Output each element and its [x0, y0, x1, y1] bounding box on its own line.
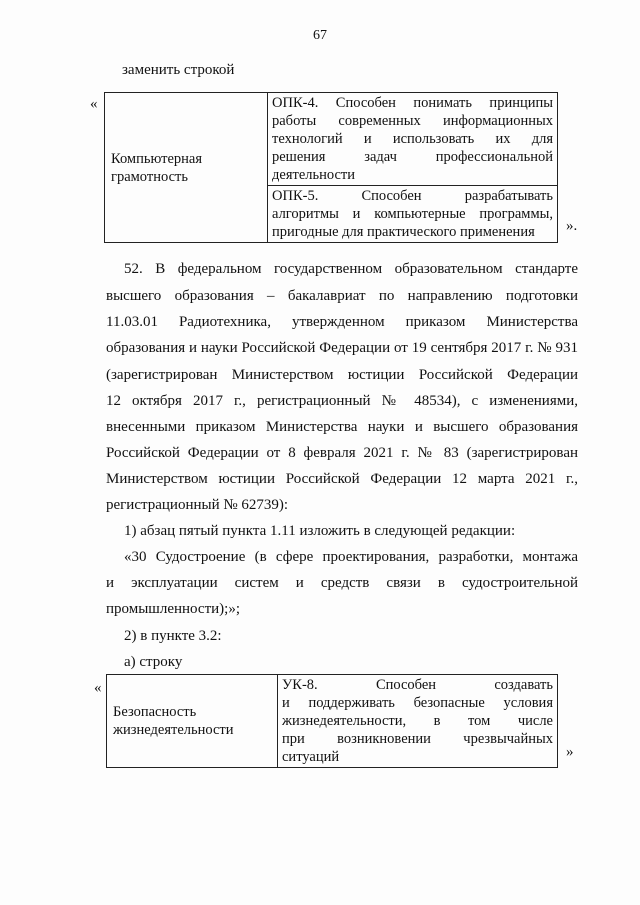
table2-left-cell — [107, 675, 278, 768]
competency-table-2 — [106, 674, 558, 768]
para52-line: образования и науки Российской Федерации от 19 сентября 2017 г. № 931 — [106, 340, 578, 356]
table1-open-quote: « — [90, 96, 98, 112]
uk8-line: жизнедеятельности, в том числе — [282, 713, 553, 729]
para52-line: (зарегистрирован Министерством юстиции Российской Федерации — [106, 367, 578, 383]
intro-text: заменить строкой — [122, 62, 235, 78]
uk8-line: при возникновении чрезвычайных — [282, 731, 553, 747]
opk5-line: пригодные для практического применения — [272, 224, 535, 240]
opk4-line: деятельности — [272, 167, 356, 183]
opk4-line: работы современных информационных — [272, 113, 553, 129]
opk4-cell — [268, 93, 558, 186]
table1-left-cell — [105, 93, 268, 243]
para52-line: Российской Федерации от 8 февраля 2021 г. № 83 (зарегистрирован — [106, 445, 578, 461]
para52-line: 12 октября 2017 г., регистрационный № 48534), с изменениями, — [106, 393, 578, 409]
opk4-line: ОПК-4. Способен понимать принципы — [272, 95, 553, 111]
opk5-line: алгоритмы и компьютерные программы, — [272, 206, 553, 222]
para52-line: Министерством юстиции Российской Федерации 12 марта 2021 г., — [106, 471, 578, 487]
table2-close-quote: » — [566, 744, 574, 760]
para52-line: регистрационный № 62739): — [106, 497, 289, 513]
quote30-line: промышленности);»; — [106, 601, 241, 617]
para52-line: 11.03.01 Радиотехника, утвержденном приказом Министерства — [106, 314, 578, 330]
uk8-line: и поддерживать безопасные условия — [282, 695, 553, 711]
opk5-cell — [268, 186, 558, 243]
uk8-cell — [278, 675, 558, 768]
table1-close-quote: ». — [566, 218, 578, 234]
competency-table-1 — [104, 92, 558, 243]
para52-line: высшего образования – бакалавриат по направлению подготовки — [106, 288, 578, 304]
quote30-line: и эксплуатации систем и средств связи в судостроительной — [106, 575, 578, 591]
opk5-line: ОПК-5. Способен разрабатывать — [272, 188, 553, 204]
table1-left-line: Компьютерная — [111, 150, 203, 167]
opk4-line: технологий и использовать их для — [272, 131, 553, 147]
uk8-line: ситуаций — [282, 749, 340, 765]
table2-open-quote: « — [94, 680, 102, 696]
para52-line: внесенными приказом Министерства науки и высшего образования — [106, 419, 578, 435]
uk8-line: УК-8. Способен создавать — [282, 677, 553, 693]
table2-left-line: Безопасность — [113, 704, 197, 720]
item1-text: 1) абзац пятый пункта 1.11 изложить в следующей редакции: — [124, 523, 516, 539]
para52-line: 52. В федеральном государственном образовательном стандарте — [124, 261, 578, 277]
item2a-text: а) строку — [124, 654, 183, 670]
quote30-line: «30 Судостроение (в сфере проектирования, разработки, монтажа — [124, 549, 578, 565]
table1-left-line: грамотность — [111, 168, 188, 185]
opk4-line: решения задач профессиональной — [272, 149, 553, 165]
page-number: 67 — [313, 28, 327, 43]
item2-text: 2) в пункте 3.2: — [124, 628, 222, 644]
table2-left-line: жизнедеятельности — [113, 722, 234, 738]
